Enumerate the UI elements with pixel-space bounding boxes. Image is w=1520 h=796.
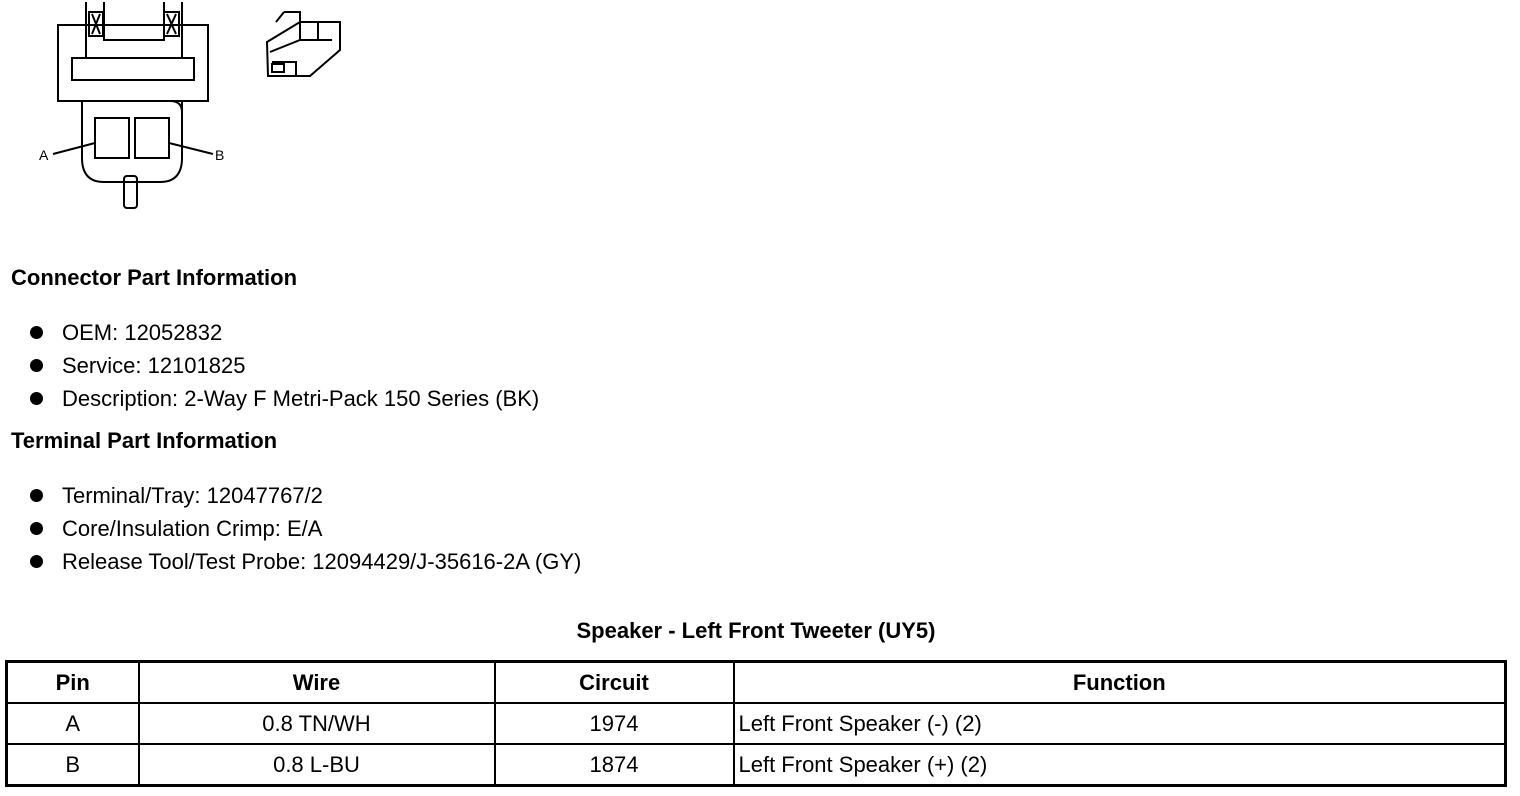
header-circuit: Circuit <box>495 662 734 704</box>
connector-list <box>30 316 539 415</box>
cell-pin: A <box>7 703 139 744</box>
pin-a-label: A <box>39 147 49 163</box>
table-title: Speaker - Left Front Tweeter (UY5) <box>576 618 936 643</box>
connector-diagram <box>0 0 360 225</box>
cell-wire: 0.8 L-BU <box>139 744 495 786</box>
list-item: Release Tool/Test Probe: 12094429/J-35616-2A (GY) <box>30 545 581 578</box>
bullet-icon <box>30 489 43 502</box>
list-item: Description: 2-Way F Metri-Pack 150 Series (BK) <box>30 382 539 415</box>
table-row <box>7 744 1506 786</box>
cell-circuit: 1974 <box>495 703 734 744</box>
pin-b-label: B <box>215 147 225 163</box>
bullet-icon <box>30 359 43 372</box>
table-header-row <box>7 662 1506 704</box>
connector-heading: Connector Part Information <box>11 265 298 290</box>
terminal-heading: Terminal Part Information <box>11 428 278 453</box>
list-item: Service: 12101825 <box>30 349 539 382</box>
cell-circuit: 1874 <box>495 744 734 786</box>
list-item: Core/Insulation Crimp: E/A <box>30 512 581 545</box>
cell-wire: 0.8 TN/WH <box>139 703 495 744</box>
pinout-table <box>5 660 1507 787</box>
list-item: Terminal/Tray: 12047767/2 <box>30 479 581 512</box>
cell-pin: B <box>7 744 139 786</box>
cell-function: Left Front Speaker (+) (2) <box>734 744 1506 786</box>
terminal-list <box>30 479 581 578</box>
header-function: Function <box>734 662 1506 704</box>
bullet-icon <box>30 392 43 405</box>
bullet-icon <box>30 326 43 339</box>
bullet-icon <box>30 522 43 535</box>
header-wire: Wire <box>139 662 495 704</box>
list-item: OEM: 12052832 <box>30 316 539 349</box>
table-row <box>7 703 1506 744</box>
bullet-icon <box>30 555 43 568</box>
header-pin: Pin <box>7 662 139 704</box>
cell-function: Left Front Speaker (-) (2) <box>734 703 1506 744</box>
